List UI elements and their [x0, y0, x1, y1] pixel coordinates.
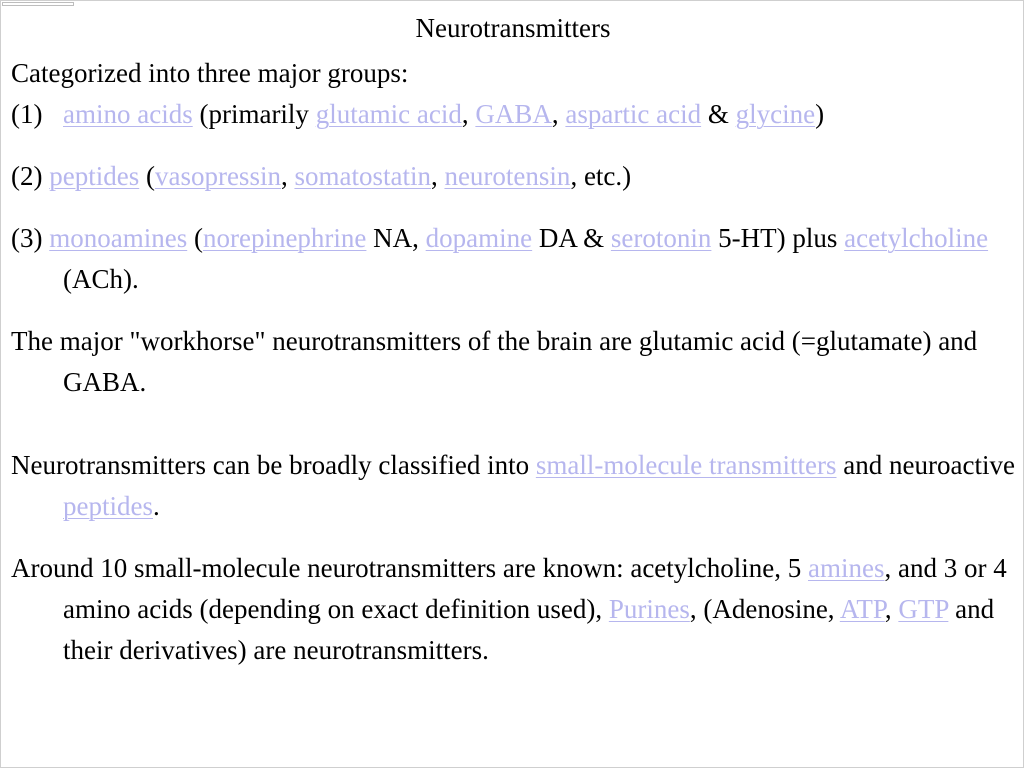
- group-3-ach: (ACh).: [63, 264, 139, 294]
- group-2-number: (2): [11, 161, 43, 191]
- around-comma: ,: [884, 594, 892, 624]
- link-glutamic-acid[interactable]: glutamic acid: [315, 99, 462, 129]
- group-1-close: ): [815, 99, 825, 129]
- link-aspartic-acid[interactable]: aspartic acid: [565, 99, 702, 129]
- group-3-da: DA &: [538, 223, 605, 253]
- group-2-comma-2: ,: [430, 161, 438, 191]
- intro-line: Categorized into three major groups:: [11, 58, 409, 88]
- group-1-comma-2: ,: [551, 99, 559, 129]
- around-mid-1: , and 3 or 4 amino acids (depending on exact definition used),: [63, 553, 1007, 624]
- link-dopamine[interactable]: dopamine: [425, 223, 533, 253]
- group-2-item: [11, 156, 1017, 197]
- link-amino-acids[interactable]: amino acids: [63, 99, 193, 129]
- group-3-item: [11, 218, 1017, 300]
- around-start: Around 10 small-molecule neurotransmitters are known: acetylcholine, 5: [11, 553, 802, 583]
- around-paragraph: [11, 548, 1017, 671]
- link-purines[interactable]: Purines: [608, 594, 690, 624]
- link-peptides[interactable]: peptides: [49, 161, 140, 191]
- group-3-open: (: [193, 223, 203, 253]
- link-neuroactive-peptides[interactable]: peptides: [63, 491, 153, 521]
- group-3-number: (3): [11, 223, 43, 253]
- link-glycine[interactable]: glycine: [735, 99, 816, 129]
- group-1-amp: &: [707, 99, 729, 129]
- group-2-open: (: [145, 161, 155, 191]
- group-3-na: NA,: [373, 223, 419, 253]
- link-monoamines[interactable]: monoamines: [49, 223, 188, 253]
- page-title: Neurotransmitters: [415, 13, 611, 43]
- group-3-ht: 5-HT) plus: [718, 223, 838, 253]
- group-2-comma-1: ,: [280, 161, 288, 191]
- group-1-item: [11, 94, 1017, 135]
- link-atp[interactable]: ATP: [839, 594, 885, 624]
- workhorse-paragraph: The major "workhorse" neurotransmitters of the brain are glutamic acid (=glutamate) and GABA.: [11, 326, 978, 397]
- group-1-comma-1: ,: [461, 99, 469, 129]
- group-2-end: , etc.): [570, 161, 632, 191]
- classified-mid: and neuroactive: [843, 450, 1015, 480]
- slide-content: [11, 53, 1017, 671]
- link-small-molecule-transmitters[interactable]: small-molecule transmitters: [535, 450, 837, 480]
- group-1-text-open: (primarily: [199, 99, 309, 129]
- around-end: and their derivatives) are neurotransmitters.: [63, 594, 995, 665]
- link-gaba[interactable]: GABA: [475, 99, 552, 129]
- classified-end: .: [152, 491, 160, 521]
- link-amines[interactable]: amines: [808, 553, 885, 583]
- corner-thumbnail-mark: [2, 2, 74, 6]
- link-norepinephrine[interactable]: norepinephrine: [202, 223, 367, 253]
- link-neurotensin[interactable]: neurotensin: [444, 161, 571, 191]
- link-acetylcholine[interactable]: acetylcholine: [844, 223, 989, 253]
- link-vasopressin[interactable]: vasopressin: [154, 161, 281, 191]
- link-somatostatin[interactable]: somatostatin: [294, 161, 431, 191]
- classified-paragraph: [11, 445, 1017, 527]
- classified-start: Neurotransmitters can be broadly classified into: [11, 450, 530, 480]
- link-gtp[interactable]: GTP: [898, 594, 949, 624]
- group-1-number: (1): [11, 99, 43, 129]
- link-serotonin[interactable]: serotonin: [610, 223, 712, 253]
- around-mid-2: , (Adenosine,: [689, 594, 835, 624]
